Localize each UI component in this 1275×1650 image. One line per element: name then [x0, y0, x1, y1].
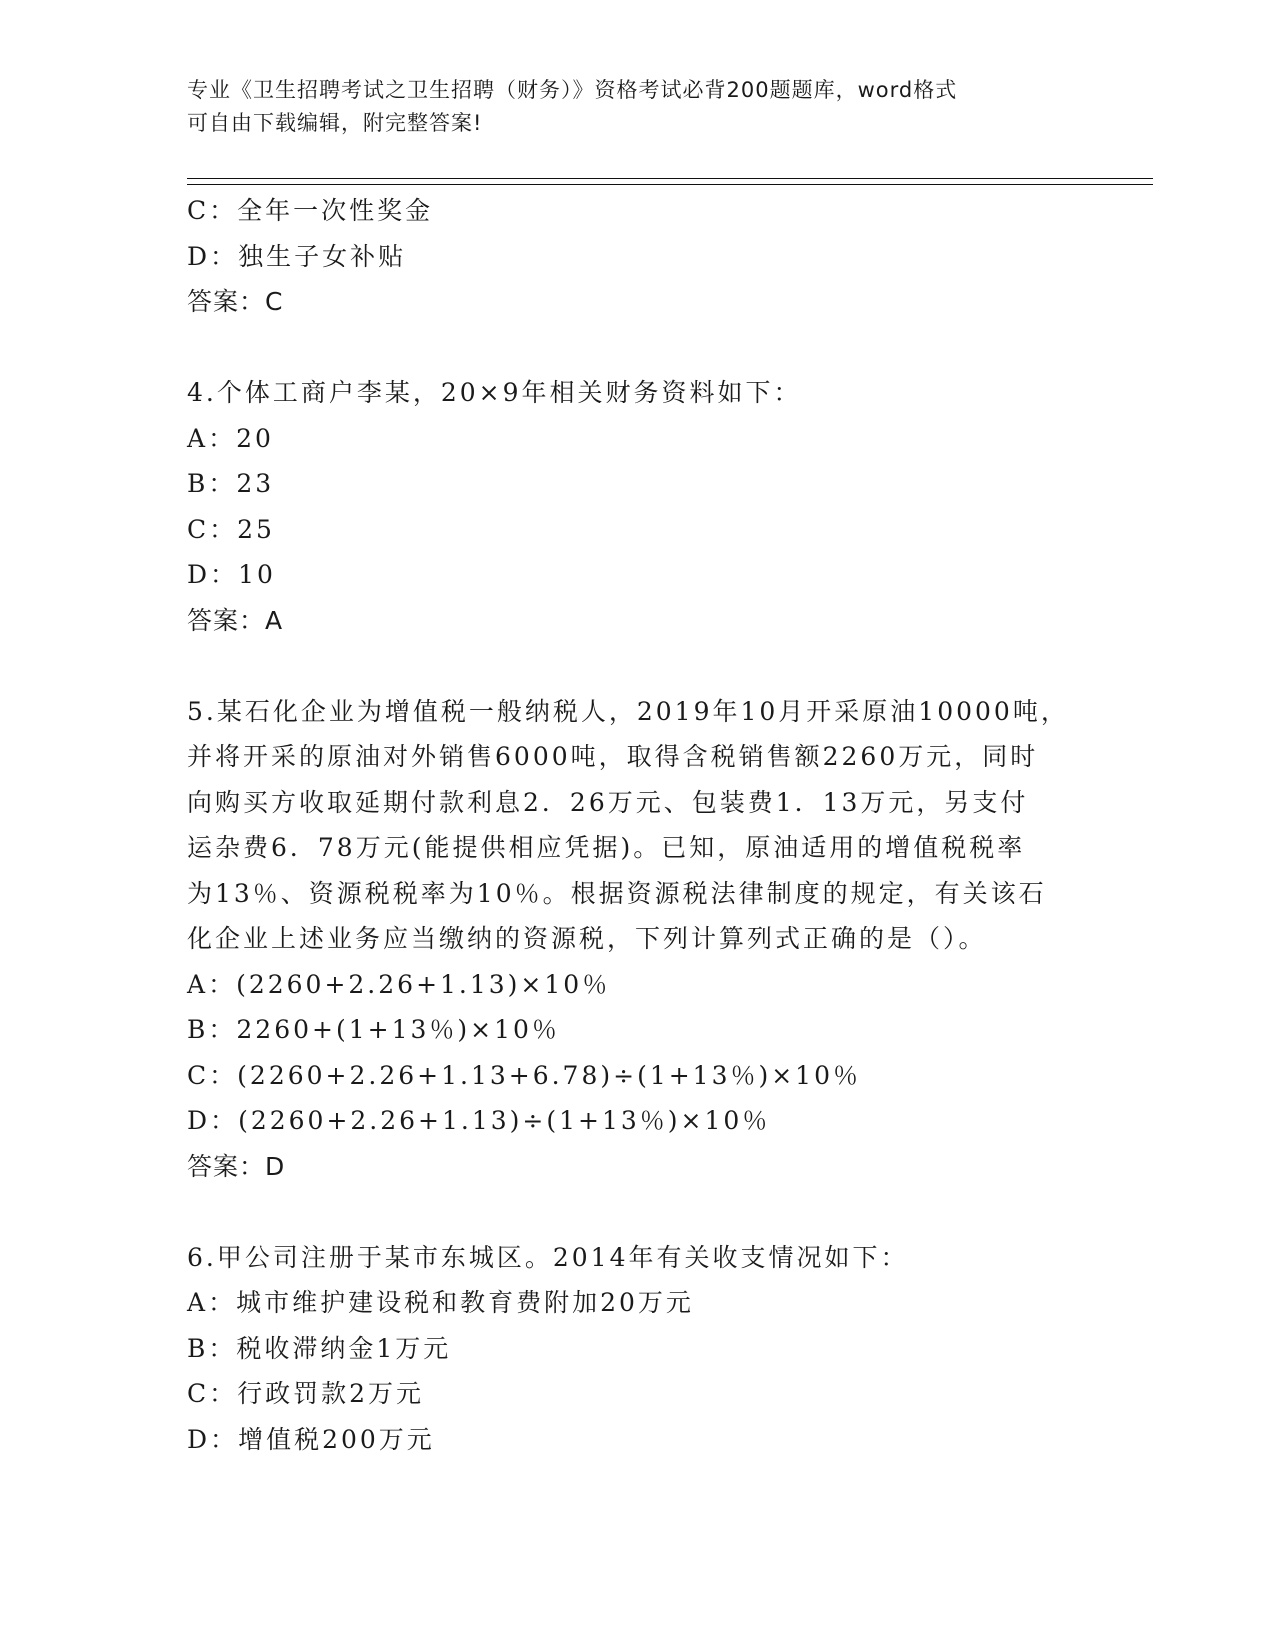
question-text: 6.甲公司注册于某市东城区。2014年有关收支情况如下： — [187, 1242, 909, 1272]
answer-q3: 答案：C — [187, 287, 284, 316]
option-d: D：(2260+2.26+1.13)÷(1+13％)×10％ — [187, 1106, 771, 1135]
question-6 — [187, 1235, 1087, 1463]
question-text-line-2: 并将开采的原油对外销售6000吨，取得含税销售额2260万元，同时 — [187, 742, 1039, 771]
header-line-1: 专业《卫生招聘考试之卫生招聘（财务）》资格考试必背200题题库，word格式 — [187, 78, 958, 102]
option-b: B：23 — [187, 469, 275, 498]
option-c: C：25 — [187, 514, 275, 544]
option-c: C：(2260+2.26+1.13+6.78)÷(1+13％)×10％ — [187, 1060, 861, 1090]
option-a: A：城市维护建设税和教育费附加20万元 — [187, 1288, 694, 1317]
question-text-line-5: 为13％、资源税税率为10％。根据资源税法律制度的规定，有关该石 — [187, 878, 1047, 908]
question-text-line-3: 向购买方收取延期付款利息2．26万元、包装费1．13万元，另支付 — [187, 787, 1029, 817]
option-a: A：20 — [187, 423, 274, 453]
question-3 — [187, 188, 1087, 325]
header-rule-top — [187, 178, 1153, 179]
option-d: D：增值税200万元 — [187, 1424, 435, 1454]
header-rule-bottom — [187, 184, 1153, 185]
document-body — [187, 188, 1087, 1462]
answer-q5: 答案：D — [187, 1151, 286, 1181]
question-4 — [187, 370, 1087, 643]
option-a: A：(2260+2.26+1.13)×10％ — [187, 969, 611, 999]
option-d: D：独生子女补贴 — [187, 241, 407, 271]
header-line-2: 可自由下载编辑，附完整答案! — [187, 111, 483, 135]
option-d: D：10 — [187, 560, 276, 589]
question-text: 4.个体工商户李某，20×9年相关财务资料如下： — [187, 378, 802, 407]
answer-q4: 答案：A — [187, 605, 284, 635]
document-header — [187, 74, 1087, 140]
question-text-line-4: 运杂费6．78万元(能提供相应凭据)。已知，原油适用的增值税税率 — [187, 833, 1026, 862]
option-b: B：2260+(1+13％)×10％ — [187, 1015, 560, 1044]
option-b: B：税收滞纳金1万元 — [187, 1333, 452, 1363]
question-5 — [187, 689, 1087, 1190]
option-c: C：行政罚款2万元 — [187, 1379, 425, 1408]
question-text-line-6: 化企业上述业务应当缴纳的资源税，下列计算列式正确的是（）。 — [187, 924, 987, 953]
option-c: C：全年一次性奖金 — [187, 196, 434, 225]
question-text-line-1: 5.某石化企业为增值税一般纳税人，2019年10月开采原油10000吨， — [187, 696, 1069, 726]
